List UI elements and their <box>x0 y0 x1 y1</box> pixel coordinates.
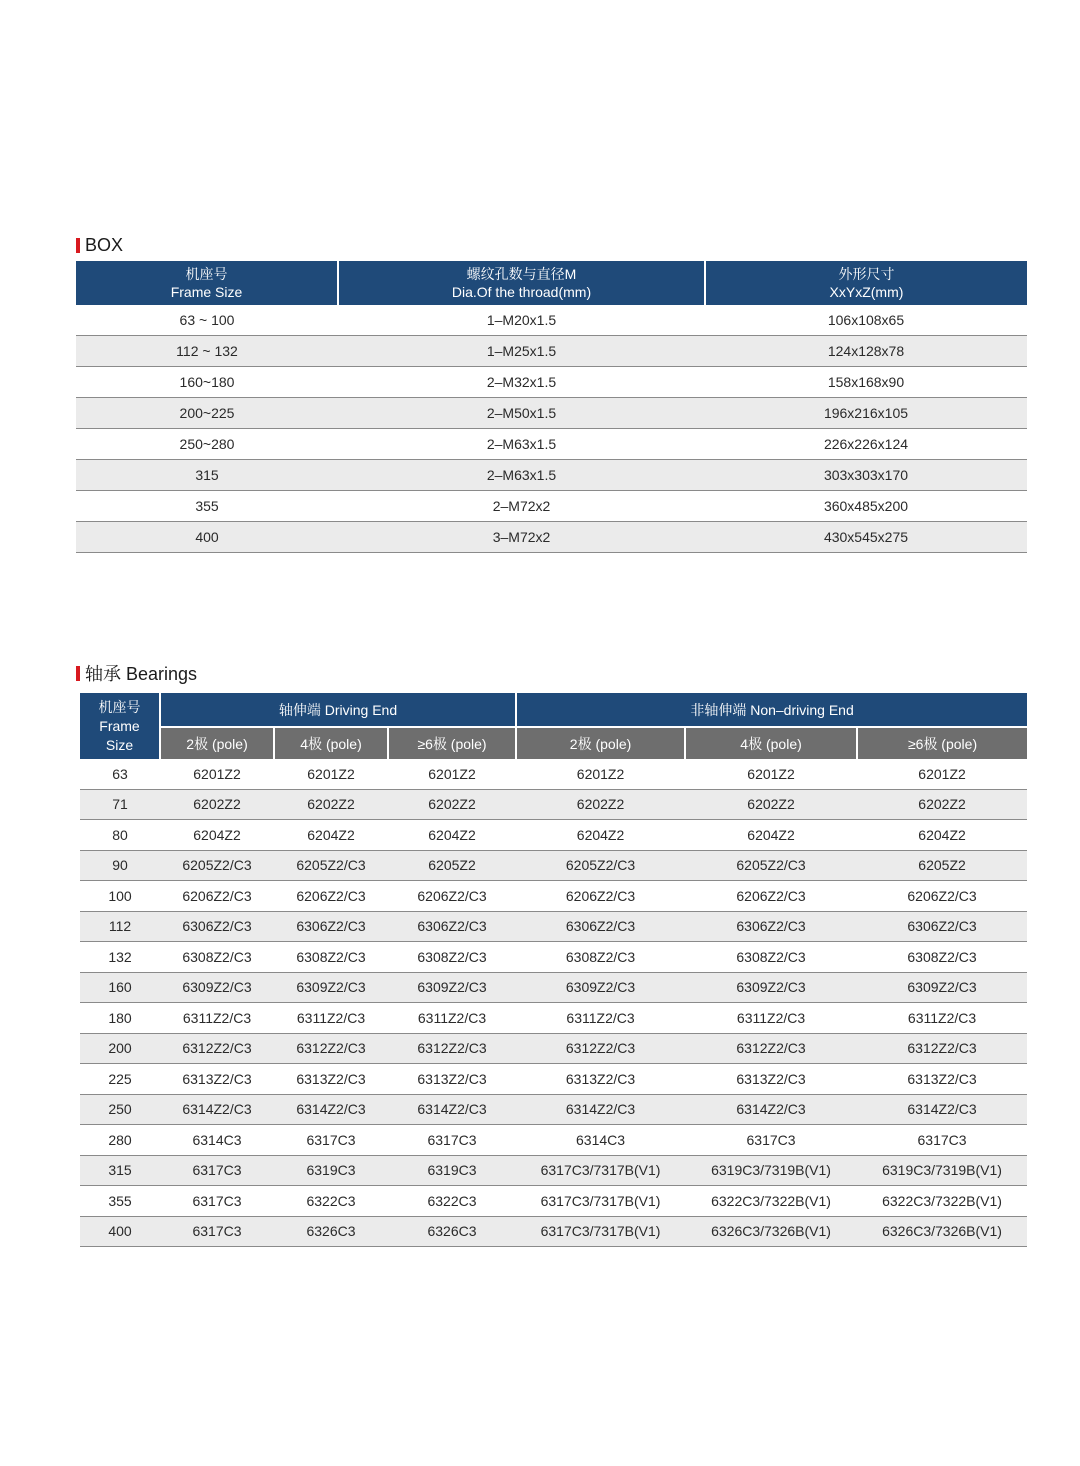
table-cell: 3–M72x2 <box>338 522 705 553</box>
table-cell: 400 <box>76 522 338 553</box>
table-cell: 6204Z2 <box>857 820 1027 851</box>
header-cn: 机座号 <box>98 698 141 715</box>
table-cell: 6202Z2 <box>160 789 274 820</box>
table-cell: 315 <box>76 460 338 491</box>
table-cell: 6306Z2/C3 <box>388 911 516 942</box>
header-cn: 外形尺寸 <box>838 266 895 282</box>
table-cell: 315 <box>80 1155 160 1186</box>
table-cell: 6205Z2/C3 <box>274 850 388 881</box>
table-cell: 6205Z2/C3 <box>516 850 685 881</box>
header-cn: 机座号 <box>185 266 228 282</box>
table-row <box>76 460 1027 491</box>
box-table <box>76 261 1027 553</box>
table-cell: 250~280 <box>76 429 338 460</box>
table-row <box>80 1155 1027 1186</box>
bearings-table <box>80 693 1027 1247</box>
header-en: Frame Size <box>170 284 243 300</box>
table-cell: 6309Z2/C3 <box>516 972 685 1003</box>
table-cell: 71 <box>80 789 160 820</box>
table-cell: 6313Z2/C3 <box>274 1064 388 1095</box>
table-cell: 160 <box>80 972 160 1003</box>
box-table-body <box>76 305 1027 553</box>
table-cell: 6319C3 <box>388 1155 516 1186</box>
table-cell: 6308Z2/C3 <box>516 942 685 973</box>
table-cell: 80 <box>80 820 160 851</box>
table-row <box>80 1125 1027 1156</box>
table-row <box>80 1216 1027 1247</box>
table-cell: 6326C3/7326B(V1) <box>685 1216 857 1247</box>
header-en: Size <box>105 736 134 753</box>
bearings-header-non-driving-end: 非轴伸端 Non–driving End <box>516 693 1027 727</box>
bearings-table-body <box>80 759 1027 1247</box>
table-cell: 280 <box>80 1125 160 1156</box>
table-cell: 6314Z2/C3 <box>685 1094 857 1125</box>
table-cell: 6202Z2 <box>857 789 1027 820</box>
table-cell: 100 <box>80 881 160 912</box>
table-cell: 6326C3/7326B(V1) <box>857 1216 1027 1247</box>
table-cell: 6201Z2 <box>274 759 388 789</box>
box-section-title <box>76 234 123 256</box>
bearings-header-driving-end: 轴伸端 Driving End <box>160 693 516 727</box>
table-cell: 6206Z2/C3 <box>516 881 685 912</box>
table-row <box>76 398 1027 429</box>
table-cell: 63 <box>80 759 160 789</box>
box-header-thread <box>338 261 705 305</box>
table-cell: 250 <box>80 1094 160 1125</box>
table-cell: 2–M63x1.5 <box>338 460 705 491</box>
box-title-text: BOX <box>85 234 124 255</box>
pole-header: 4极 (pole) <box>685 727 857 759</box>
table-row <box>80 820 1027 851</box>
box-header-dimensions <box>705 261 1027 305</box>
table-cell: 6312Z2/C3 <box>685 1033 857 1064</box>
table-cell: 6204Z2 <box>516 820 685 851</box>
table-cell: 355 <box>76 491 338 522</box>
table-cell: 6317C3/7317B(V1) <box>516 1216 685 1247</box>
table-cell: 6313Z2/C3 <box>160 1064 274 1095</box>
table-row <box>80 850 1027 881</box>
table-cell: 1–M20x1.5 <box>338 305 705 336</box>
table-row <box>80 1186 1027 1217</box>
table-row <box>76 429 1027 460</box>
table-cell: 2–M72x2 <box>338 491 705 522</box>
table-cell: 6319C3 <box>274 1155 388 1186</box>
table-cell: 6317C3 <box>685 1125 857 1156</box>
bearings-header-row-2 <box>80 727 1027 759</box>
pole-header: 2极 (pole) <box>160 727 274 759</box>
table-cell: 160~180 <box>76 367 338 398</box>
red-marker-icon <box>76 666 80 681</box>
table-cell: 6313Z2/C3 <box>857 1064 1027 1095</box>
bearings-section-title <box>76 662 197 684</box>
table-cell: 6322C3 <box>274 1186 388 1217</box>
table-cell: 6312Z2/C3 <box>160 1033 274 1064</box>
bearings-header-frame-size <box>80 693 160 759</box>
table-cell: 6204Z2 <box>274 820 388 851</box>
table-cell: 6309Z2/C3 <box>857 972 1027 1003</box>
table-row <box>80 942 1027 973</box>
table-cell: 6326C3 <box>274 1216 388 1247</box>
table-cell: 6201Z2 <box>857 759 1027 789</box>
table-cell: 6205Z2/C3 <box>685 850 857 881</box>
table-cell: 6309Z2/C3 <box>388 972 516 1003</box>
table-cell: 6201Z2 <box>160 759 274 789</box>
table-cell: 6306Z2/C3 <box>274 911 388 942</box>
pole-header: ≥6极 (pole) <box>388 727 516 759</box>
table-cell: 400 <box>80 1216 160 1247</box>
table-cell: 6317C3 <box>388 1125 516 1156</box>
table-cell: 6311Z2/C3 <box>857 1003 1027 1034</box>
table-cell: 196x216x105 <box>705 398 1027 429</box>
table-cell: 2–M50x1.5 <box>338 398 705 429</box>
table-cell: 6206Z2/C3 <box>388 881 516 912</box>
table-cell: 225 <box>80 1064 160 1095</box>
table-cell: 6206Z2/C3 <box>857 881 1027 912</box>
table-cell: 6201Z2 <box>516 759 685 789</box>
table-cell: 6309Z2/C3 <box>160 972 274 1003</box>
table-cell: 6317C3 <box>857 1125 1027 1156</box>
table-cell: 6204Z2 <box>685 820 857 851</box>
header-cn: 螺纹孔数与直径M <box>466 266 577 282</box>
table-cell: 6308Z2/C3 <box>274 942 388 973</box>
table-cell: 226x226x124 <box>705 429 1027 460</box>
table-cell: 6308Z2/C3 <box>388 942 516 973</box>
table-cell: 6314C3 <box>160 1125 274 1156</box>
table-cell: 6202Z2 <box>516 789 685 820</box>
bearings-title-text: 轴承 Bearings <box>85 664 198 684</box>
table-cell: 6311Z2/C3 <box>388 1003 516 1034</box>
table-cell: 6311Z2/C3 <box>685 1003 857 1034</box>
table-cell: 6319C3/7319B(V1) <box>685 1155 857 1186</box>
box-header-row <box>76 261 1027 305</box>
table-cell: 6308Z2/C3 <box>857 942 1027 973</box>
table-row <box>76 491 1027 522</box>
table-cell: 6308Z2/C3 <box>160 942 274 973</box>
table-cell: 6311Z2/C3 <box>516 1003 685 1034</box>
table-cell: 6205Z2/C3 <box>160 850 274 881</box>
table-cell: 6204Z2 <box>160 820 274 851</box>
table-cell: 6317C3 <box>160 1155 274 1186</box>
table-cell: 158x168x90 <box>705 367 1027 398</box>
table-cell: 6311Z2/C3 <box>160 1003 274 1034</box>
table-cell: 6313Z2/C3 <box>685 1064 857 1095</box>
table-cell: 90 <box>80 850 160 881</box>
table-cell: 132 <box>80 942 160 973</box>
table-cell: 6311Z2/C3 <box>274 1003 388 1034</box>
table-cell: 1–M25x1.5 <box>338 336 705 367</box>
header-en: Frame <box>99 717 140 734</box>
header-en: XxYxZ(mm) <box>829 284 904 300</box>
table-row <box>80 1033 1027 1064</box>
table-row <box>80 881 1027 912</box>
table-cell: 6314C3 <box>516 1125 685 1156</box>
table-cell: 6326C3 <box>388 1216 516 1247</box>
table-cell: 6319C3/7319B(V1) <box>857 1155 1027 1186</box>
table-cell: 112 <box>80 911 160 942</box>
table-cell: 6317C3/7317B(V1) <box>516 1186 685 1217</box>
bearings-header-row-1 <box>80 693 1027 727</box>
table-cell: 6306Z2/C3 <box>160 911 274 942</box>
table-cell: 6202Z2 <box>685 789 857 820</box>
table-row <box>80 911 1027 942</box>
table-cell: 6312Z2/C3 <box>274 1033 388 1064</box>
table-cell: 303x303x170 <box>705 460 1027 491</box>
table-cell: 6314Z2/C3 <box>160 1094 274 1125</box>
table-cell: 6313Z2/C3 <box>388 1064 516 1095</box>
table-cell: 6201Z2 <box>388 759 516 789</box>
table-cell: 6205Z2 <box>857 850 1027 881</box>
box-header-frame-size <box>76 261 338 305</box>
table-cell: 106x108x65 <box>705 305 1027 336</box>
table-row <box>80 972 1027 1003</box>
header-en: Dia.Of the throad(mm) <box>451 284 592 300</box>
table-cell: 6317C3 <box>160 1186 274 1217</box>
table-cell: 360x485x200 <box>705 491 1027 522</box>
table-cell: 6306Z2/C3 <box>516 911 685 942</box>
table-cell: 6206Z2/C3 <box>160 881 274 912</box>
table-cell: 200~225 <box>76 398 338 429</box>
table-cell: 6308Z2/C3 <box>685 942 857 973</box>
table-cell: 6201Z2 <box>685 759 857 789</box>
table-cell: 63 ~ 100 <box>76 305 338 336</box>
table-cell: 6317C3 <box>160 1216 274 1247</box>
table-cell: 430x545x275 <box>705 522 1027 553</box>
table-cell: 2–M63x1.5 <box>338 429 705 460</box>
table-cell: 180 <box>80 1003 160 1034</box>
table-cell: 6314Z2/C3 <box>857 1094 1027 1125</box>
pole-header: 4极 (pole) <box>274 727 388 759</box>
table-cell: 6313Z2/C3 <box>516 1064 685 1095</box>
table-cell: 6206Z2/C3 <box>274 881 388 912</box>
table-row <box>76 336 1027 367</box>
table-cell: 6306Z2/C3 <box>857 911 1027 942</box>
table-cell: 355 <box>80 1186 160 1217</box>
table-cell: 6317C3/7317B(V1) <box>516 1155 685 1186</box>
table-cell: 6204Z2 <box>388 820 516 851</box>
table-cell: 6314Z2/C3 <box>516 1094 685 1125</box>
table-cell: 6322C3/7322B(V1) <box>685 1186 857 1217</box>
table-cell: 6309Z2/C3 <box>274 972 388 1003</box>
table-row <box>76 305 1027 336</box>
table-cell: 124x128x78 <box>705 336 1027 367</box>
table-cell: 6206Z2/C3 <box>685 881 857 912</box>
table-row <box>76 522 1027 553</box>
table-cell: 6205Z2 <box>388 850 516 881</box>
table-cell: 6309Z2/C3 <box>685 972 857 1003</box>
table-cell: 6322C3 <box>388 1186 516 1217</box>
table-row <box>80 1094 1027 1125</box>
table-row <box>80 759 1027 789</box>
table-cell: 6312Z2/C3 <box>388 1033 516 1064</box>
red-marker-icon <box>76 238 80 253</box>
table-cell: 6202Z2 <box>388 789 516 820</box>
table-cell: 6322C3/7322B(V1) <box>857 1186 1027 1217</box>
table-cell: 112 ~ 132 <box>76 336 338 367</box>
table-cell: 2–M32x1.5 <box>338 367 705 398</box>
table-cell: 200 <box>80 1033 160 1064</box>
table-cell: 6314Z2/C3 <box>274 1094 388 1125</box>
table-cell: 6314Z2/C3 <box>388 1094 516 1125</box>
pole-header: 2极 (pole) <box>516 727 685 759</box>
table-row <box>80 1003 1027 1034</box>
table-cell: 6317C3 <box>274 1125 388 1156</box>
table-cell: 6312Z2/C3 <box>857 1033 1027 1064</box>
table-row <box>80 1064 1027 1095</box>
table-cell: 6312Z2/C3 <box>516 1033 685 1064</box>
table-row <box>76 367 1027 398</box>
table-row <box>80 789 1027 820</box>
pole-header: ≥6极 (pole) <box>857 727 1027 759</box>
table-cell: 6202Z2 <box>274 789 388 820</box>
table-cell: 6306Z2/C3 <box>685 911 857 942</box>
